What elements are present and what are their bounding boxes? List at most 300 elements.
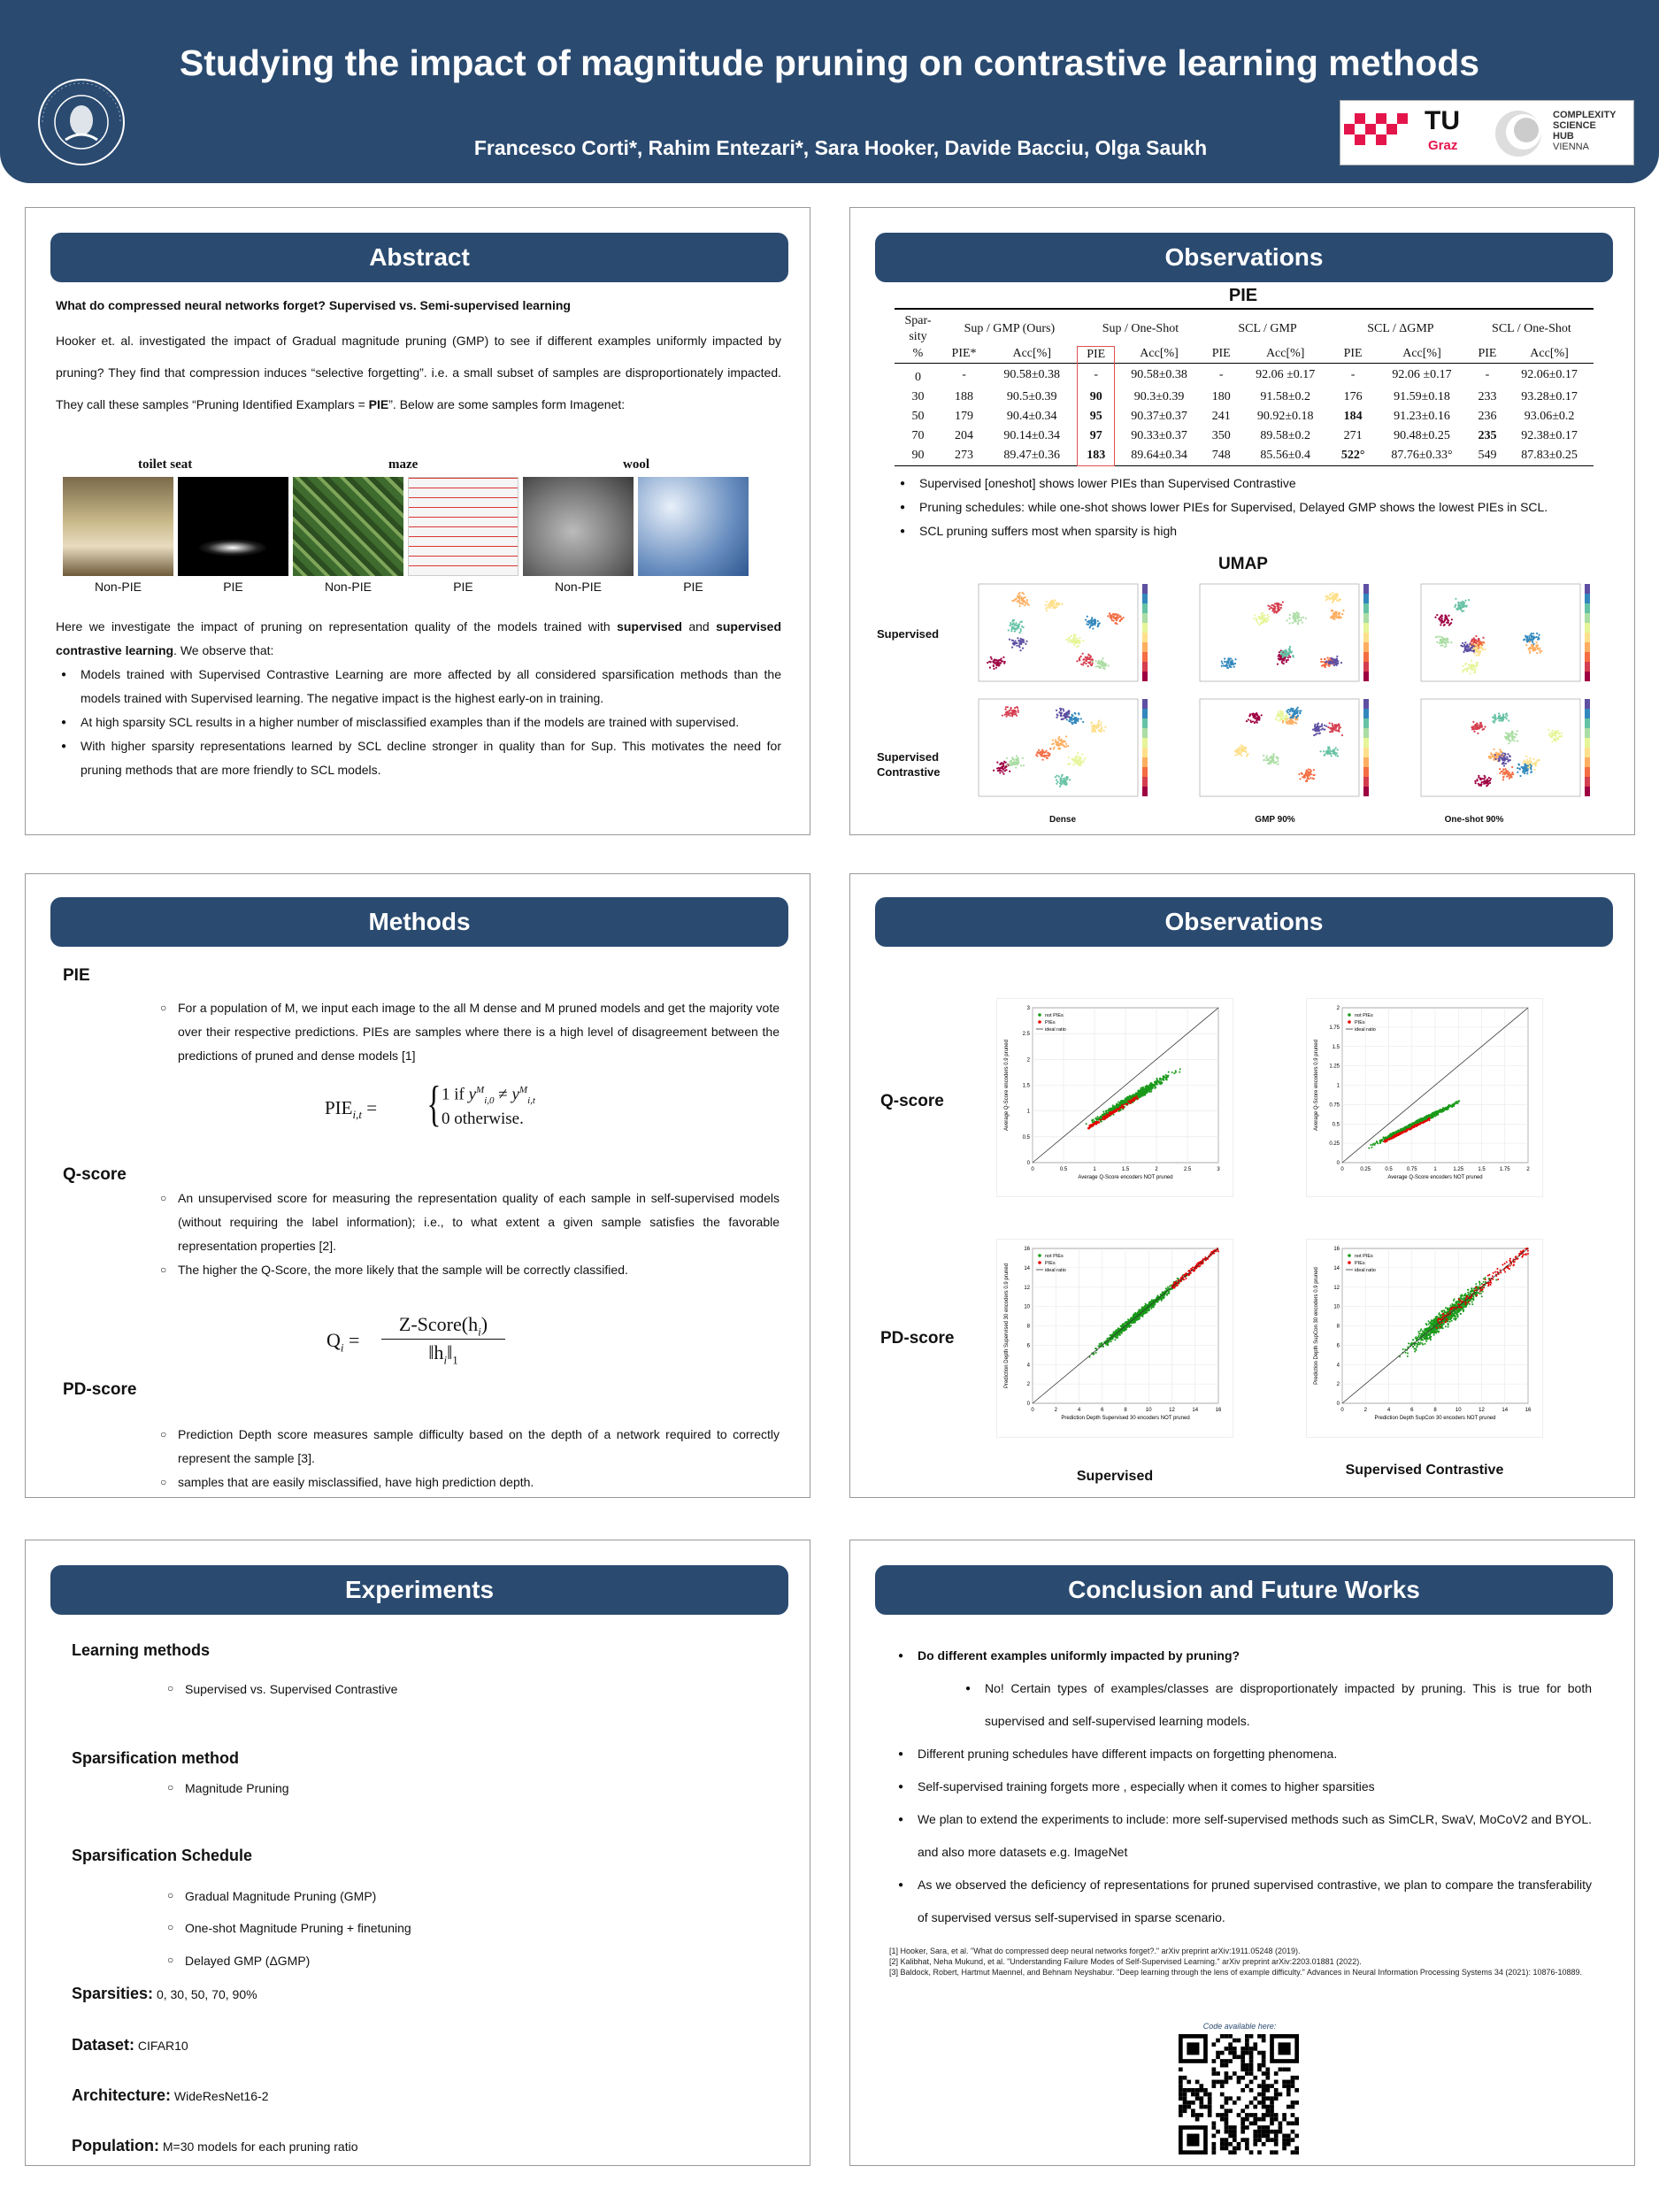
umap-point [1123, 617, 1125, 618]
scatter-point [1448, 1106, 1450, 1108]
pie-table-cell: 93.06±0.2 [1524, 409, 1575, 423]
umap-point [1059, 748, 1061, 749]
umap-point [1526, 769, 1528, 771]
umap-point [1022, 603, 1024, 605]
umap-point [1277, 663, 1279, 664]
methods-title: Methods [50, 897, 788, 947]
umap-point [1287, 709, 1289, 710]
umap-point [1499, 759, 1501, 761]
umap-point [1275, 603, 1277, 604]
scatter-point [1135, 1092, 1137, 1094]
umap-point [1508, 759, 1509, 761]
colorbar-segment [1585, 642, 1590, 652]
umap-point [1511, 772, 1513, 773]
umap-point [1294, 722, 1295, 724]
tick-label: 0 [1340, 1167, 1344, 1172]
umap-point [1062, 718, 1064, 720]
umap-point [1014, 763, 1016, 764]
umap-point [1063, 778, 1064, 780]
umap-point [1334, 661, 1336, 663]
colorbar-segment [1585, 777, 1590, 787]
tick-label: 1.5 [1478, 1167, 1486, 1172]
umap-point [1325, 664, 1327, 665]
umap-point [1531, 639, 1532, 641]
colorbar-segment [1363, 594, 1369, 603]
umap-point [1111, 619, 1113, 621]
umap-point [1026, 601, 1028, 603]
umap-point [1018, 632, 1020, 634]
umap-point [1332, 752, 1333, 754]
umap-point [1330, 593, 1332, 595]
scatter-point [1154, 1081, 1156, 1083]
umap-point [993, 668, 995, 670]
scatter-point [1371, 1147, 1372, 1148]
pie-table-cell: 95 [1078, 407, 1115, 426]
scatter-point-pie [1116, 1110, 1118, 1112]
colorbar-segment [1142, 642, 1148, 652]
scatter-point-pie [1108, 1116, 1110, 1118]
umap-point [1440, 645, 1441, 647]
umap-point [1506, 736, 1508, 738]
umap-point [1436, 614, 1438, 616]
umap-point [1287, 659, 1289, 661]
umap-point [1085, 660, 1087, 662]
scatter-point [1154, 1084, 1156, 1086]
umap-point [989, 666, 991, 668]
umap-point [1065, 784, 1067, 786]
umap-point [1045, 608, 1047, 610]
tick-label: 1.75 [1329, 1025, 1340, 1031]
umap-point [1474, 653, 1476, 655]
umap-point [1036, 752, 1038, 754]
umap-point [1045, 750, 1047, 752]
colorbar-segment [1142, 748, 1148, 757]
umap-point [1502, 718, 1504, 719]
scatter-point [1377, 1141, 1379, 1143]
umap-point [1490, 778, 1492, 780]
umap-point [1507, 753, 1509, 755]
umap-point [1240, 752, 1241, 754]
umap-point [1525, 761, 1527, 763]
umap-point [1534, 649, 1536, 651]
umap-point [1014, 640, 1016, 641]
umap-point [1518, 764, 1520, 765]
pie-table-cell: 241 [1211, 409, 1231, 423]
colorbar-segment [1363, 767, 1369, 777]
umap-point [1532, 643, 1534, 645]
umap-point [1299, 712, 1301, 714]
scatter-point [1147, 1087, 1148, 1088]
umap-point [1101, 721, 1102, 723]
umap-point [1017, 637, 1018, 639]
umap-point [1287, 657, 1289, 658]
scatter-point [1133, 1094, 1134, 1096]
umap-point [1302, 621, 1303, 623]
umap-point [1310, 773, 1312, 775]
umap-point [1466, 670, 1468, 672]
umap-point [1333, 749, 1334, 751]
colorbar-segment [1142, 672, 1148, 681]
umap-col-label-3: One-shot 90% [1444, 815, 1504, 825]
umap-point [1288, 713, 1290, 715]
umap-point [1536, 645, 1538, 647]
umap-point [1261, 622, 1263, 624]
umap-point [1324, 658, 1325, 660]
umap-point [1324, 725, 1325, 726]
tick-label: 1.25 [1329, 1064, 1340, 1070]
qscore-row-label: Q-score [880, 1092, 944, 1110]
colorbar-segment [1142, 777, 1148, 787]
umap-point [1023, 641, 1025, 643]
pie-table-cell: 204 [955, 428, 974, 442]
tick-label: 2.5 [1183, 1167, 1192, 1172]
umap-point [1291, 710, 1293, 712]
tick-label: 1.5 [1332, 1044, 1340, 1050]
umap-point [1087, 657, 1088, 658]
umap-point [1519, 768, 1521, 770]
pie-table-cell: - [1485, 368, 1490, 381]
umap-point [1064, 783, 1065, 785]
pie-table-cell: 522° [1340, 448, 1365, 462]
tick-label: 0.25 [1360, 1167, 1371, 1172]
umap-point [1335, 755, 1337, 757]
umap-point [1479, 645, 1481, 647]
umap-point [1078, 645, 1079, 647]
scatter-point [1420, 1120, 1422, 1122]
umap-point [1338, 613, 1340, 615]
umap-point [1288, 653, 1290, 655]
umap-point [1480, 641, 1482, 643]
umap-point [1477, 733, 1479, 734]
umap-point [1325, 660, 1327, 662]
umap-point [1497, 718, 1499, 719]
scatter-point [1097, 1116, 1099, 1118]
methods-pie-text: ○ For a population of M, we input each image to the all M dense and M pruned models and get the majority vote over their respective predictions. PIEs are samples where there is a high level of disagreement between the predictions of pruned and dense models [1] [160, 996, 780, 1068]
umap-point [1256, 622, 1258, 624]
umap-point [1558, 735, 1560, 737]
umap-point [1529, 647, 1531, 649]
umap-point [1501, 754, 1502, 756]
umap-point [1097, 726, 1099, 727]
umap-point [1239, 749, 1240, 751]
scatter-point [1122, 1102, 1124, 1103]
umap-point [1535, 641, 1537, 643]
umap-point [1019, 595, 1021, 596]
tick-label: 3 [1217, 1167, 1220, 1172]
tick-label: 0.5 [1332, 1122, 1340, 1128]
scatter-point [1434, 1112, 1436, 1114]
umap-point [1285, 650, 1286, 652]
umap-point [1507, 733, 1509, 734]
umap-point [1451, 618, 1453, 620]
scatter-point [1368, 1148, 1370, 1149]
umap-point [1528, 635, 1530, 637]
umap-point [1336, 596, 1338, 598]
scatter-point-pie [1133, 1098, 1134, 1100]
umap-point [1445, 645, 1447, 647]
umap-point [1254, 715, 1256, 717]
umap-point [1511, 766, 1513, 768]
umap-point [1288, 648, 1290, 649]
umap-point [1503, 764, 1505, 766]
umap-point [993, 770, 995, 772]
umap-point [1481, 781, 1483, 783]
umap-point [1046, 610, 1048, 611]
umap-point [1512, 773, 1514, 775]
umap-point [1227, 667, 1229, 669]
umap-point [1063, 710, 1064, 711]
colorbar-segment [1142, 709, 1148, 718]
umap-point [1014, 599, 1016, 601]
umap-point [1229, 664, 1231, 666]
umap-point [1016, 624, 1018, 626]
umap-point [1049, 605, 1051, 607]
obs1-bullet-3: ● SCL pruning suffers most when sparsity is high [895, 519, 1620, 543]
umap-point [1552, 734, 1554, 736]
colorbar-segment [1585, 757, 1590, 767]
umap-point [1297, 715, 1299, 717]
umap-point [1091, 729, 1093, 731]
umap-point [1289, 649, 1291, 651]
umap-point [1097, 661, 1099, 663]
umap-point [1324, 755, 1325, 757]
umap-point [1468, 664, 1470, 665]
umap-point [1289, 656, 1291, 657]
scatter-point [1122, 1109, 1124, 1110]
umap-point [1064, 713, 1066, 715]
umap-point [1000, 662, 1002, 664]
umap-point [1051, 600, 1053, 602]
umap-point [1048, 752, 1050, 754]
pie-table-cell: 176 [1343, 389, 1363, 403]
umap-point [1267, 763, 1269, 764]
umap-point [1064, 741, 1066, 742]
umap-point [1500, 750, 1502, 752]
umap-point [1443, 625, 1445, 626]
umap-point [1078, 757, 1079, 759]
umap-point [1243, 750, 1245, 752]
umap-point [1271, 757, 1272, 759]
umap-point [1475, 728, 1477, 730]
scatter-point [1148, 1089, 1150, 1091]
umap-point [1267, 614, 1269, 616]
umap-point [1487, 780, 1489, 782]
umap-point [1303, 774, 1305, 776]
umap-point [1020, 603, 1022, 604]
colorbar-segment [1142, 633, 1148, 642]
umap-point [1076, 660, 1078, 662]
umap-point [1242, 746, 1244, 748]
umap-point [1551, 741, 1553, 742]
umap-point [1506, 718, 1508, 719]
colorbar-segment [1142, 718, 1148, 728]
umap-point [1077, 718, 1079, 720]
umap-point [1085, 619, 1087, 621]
umap-point [1300, 710, 1302, 711]
umap-point [1097, 625, 1099, 626]
umap-point [1327, 664, 1329, 666]
scatter-point-pie [1092, 1125, 1094, 1127]
umap-point [1282, 715, 1284, 717]
umap-point [1506, 775, 1508, 777]
umap-point [1078, 640, 1079, 641]
methods-pd-item-2: ○ samples that are easily misclassified, have high prediction depth. [160, 1471, 780, 1494]
umap-point [1225, 665, 1226, 667]
scatter-point [1404, 1128, 1406, 1130]
umap-point [1450, 622, 1452, 624]
obs1-bullet-1: ● Supervised [oneshot] shows lower PIEs than Supervised Contrastive [895, 472, 1620, 495]
scatter-point [1143, 1094, 1145, 1095]
pie-table-cell: - [962, 368, 966, 381]
umap-point [1096, 726, 1098, 727]
sample-img-6 [638, 477, 749, 576]
umap-point [1302, 617, 1304, 618]
umap-point [1090, 656, 1092, 657]
scatter-point [1457, 1101, 1459, 1102]
umap-point [1011, 647, 1013, 649]
scatter-point [1102, 1114, 1103, 1116]
class-wool: wool [623, 457, 649, 472]
subcol-9: PIE [1478, 347, 1497, 361]
scatter-point [1163, 1075, 1164, 1077]
umap-point [1468, 599, 1470, 601]
umap-point [1535, 764, 1537, 765]
pie-table-cell: 87.83±0.25 [1521, 448, 1578, 462]
umap-point [1282, 601, 1284, 603]
umap-point [1488, 756, 1490, 757]
umap-point [1016, 642, 1018, 644]
umap-point [1275, 762, 1277, 764]
umap-point [1498, 712, 1500, 714]
umap-point [1535, 636, 1537, 638]
pie-table-cell: 92.06 ±0.17 [1256, 368, 1316, 381]
umap-point [1004, 709, 1006, 710]
abstract-para1: Hooker et. al. investigated the impact of Gradual magnitude pruning (GMP) to see if different examples uniformly impacted by pruning? They find that compression induces “selective forgetting”. i.e. a small subset of samples are disproportionately impacted. They call these samples “Pruning Identified Examplars = PIE”. Below are some samples form Imagenet: [56, 334, 781, 411]
scatter-point [1395, 1132, 1397, 1133]
subcol-3: PIE [1078, 346, 1115, 363]
umap-point [1466, 668, 1468, 670]
umap-point [1336, 656, 1338, 657]
umap-point [1018, 640, 1020, 641]
umap-point [1478, 638, 1479, 640]
umap-point [1524, 772, 1525, 774]
umap-point [1446, 640, 1448, 641]
abstract-bullet-1: ● Models trained with Supervised Contrastive Learning are more affected by all considered sparsification methods than the models trained with Supervised learning. The negative impact is the highest early-on in training. [56, 663, 781, 710]
umap-point [1333, 598, 1334, 600]
tick-label: 1.75 [1499, 1167, 1510, 1172]
umap-point [1502, 773, 1503, 775]
scatter-point [1101, 1121, 1102, 1123]
scatter-point [1432, 1116, 1433, 1118]
umap-point [1102, 663, 1104, 664]
umap-point [1271, 607, 1272, 609]
umap-point [1499, 749, 1501, 750]
umap-point [1497, 753, 1499, 755]
pie-table-cell: 549 [1478, 448, 1497, 462]
umap-point [1445, 614, 1447, 616]
umap-point [1455, 598, 1456, 600]
scatter-point [1118, 1103, 1119, 1105]
umap-point [1086, 623, 1087, 625]
legend-marker [1038, 1020, 1041, 1024]
sample-img-3 [293, 477, 403, 576]
umap-point [1020, 764, 1022, 766]
umap-point [1329, 731, 1331, 733]
umap-point [1095, 660, 1097, 662]
umap-point [1084, 757, 1086, 759]
colorbar-segment [1363, 662, 1369, 672]
umap-point [1087, 616, 1088, 618]
scatter-point [1430, 1116, 1432, 1118]
subcol-8: Acc[%] [1402, 347, 1441, 361]
umap-point [1502, 752, 1504, 754]
umap-point [1322, 727, 1324, 729]
umap-point [1519, 775, 1521, 777]
legend-marker [1038, 1013, 1041, 1017]
umap-point [1064, 781, 1066, 783]
tick-label: 1 [1026, 1109, 1030, 1115]
umap-point [1523, 762, 1525, 764]
umap-point [1277, 607, 1279, 609]
sparsity-head-1: Spar- [904, 314, 932, 327]
scatter-point [1092, 1118, 1094, 1120]
umap-point [1056, 713, 1058, 715]
umap-point [1326, 657, 1328, 658]
pie-table-cell: 85.56±0.4 [1260, 448, 1311, 462]
umap-point [1045, 604, 1047, 606]
umap-point [1539, 648, 1540, 649]
umap-point [1000, 659, 1002, 661]
scatter-point-pie [1124, 1103, 1125, 1105]
umap-point [1440, 640, 1441, 641]
methods-q-head: Q-score [63, 1165, 127, 1184]
umap-point [1463, 651, 1464, 653]
methods-q-item-1: ○ An unsupervised score for measuring the representation quality of each sample in self-supervised models (without requiring the label information); i.e., to what extent a given sample satisfies the favorable representation properties [2]. [160, 1187, 780, 1258]
umap-point [1558, 733, 1560, 734]
umap-point [1548, 734, 1550, 736]
umap-point [1082, 761, 1084, 763]
umap-point [1326, 751, 1328, 753]
pie-table-row [895, 388, 1594, 407]
umap-point [1505, 770, 1507, 772]
umap-point [1072, 638, 1074, 640]
pie-table-cell: 97 [1078, 426, 1115, 446]
umap-point [1336, 752, 1338, 754]
umap-point [1014, 628, 1016, 630]
umap-point [1472, 664, 1474, 665]
umap-point [1092, 661, 1094, 663]
umap-point [1065, 743, 1067, 745]
scatter-point [1447, 1107, 1448, 1109]
umap-point [1025, 643, 1026, 645]
umap-point [1483, 728, 1485, 730]
umap-point [1006, 716, 1008, 718]
umap-plot [1421, 584, 1590, 681]
scatter-point-pie [1100, 1119, 1102, 1121]
umap-point [1500, 720, 1502, 722]
umap-point [1439, 642, 1440, 644]
umap-point [1240, 755, 1242, 757]
umap-point [1010, 624, 1012, 626]
umap-point [1049, 748, 1051, 749]
scatter-point [1159, 1079, 1161, 1080]
umap-point [1069, 779, 1071, 780]
umap-point [1314, 727, 1316, 729]
umap-point [1319, 750, 1321, 752]
umap-point [1499, 772, 1501, 774]
umap-point [1480, 785, 1482, 787]
scatter-point [1156, 1078, 1158, 1079]
